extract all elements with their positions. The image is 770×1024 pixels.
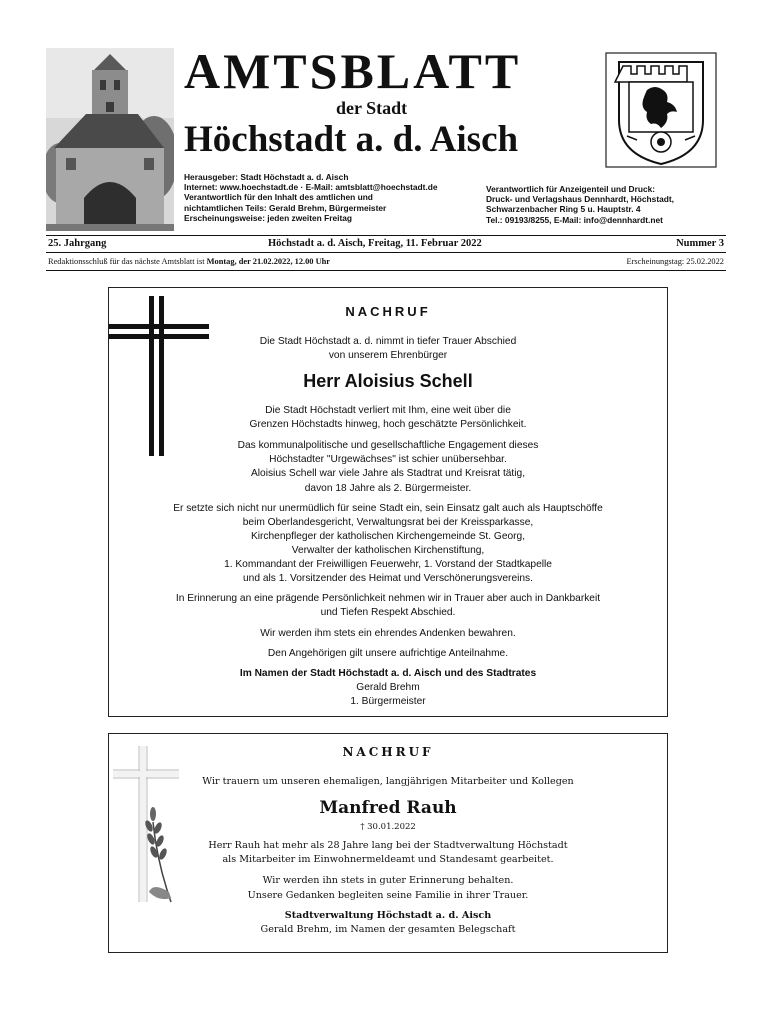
text-line: Verwalter der katholischen Kirchenstiftung, bbox=[291, 545, 485, 556]
deadline-bar bbox=[46, 255, 726, 271]
deceased-name: Herr Aloisius Schell bbox=[303, 371, 473, 391]
masthead bbox=[46, 43, 726, 238]
publisher-info bbox=[184, 172, 438, 223]
volume-label: 25. Jahrgang bbox=[48, 238, 107, 249]
town-name: Höchstadt a. d. Aisch bbox=[184, 119, 519, 160]
text-line: In Erinnerung an eine prägende Persönlichkeit nehmen wir in Trauer aber auch in Dankbarkeit bbox=[175, 593, 601, 604]
obituary-schell bbox=[108, 287, 668, 717]
signature-org: Im Namen der Stadt Höchstadt a. d. Aisch und des Stadtrates bbox=[239, 668, 537, 679]
signature-title: 1. Bürgermeister bbox=[350, 696, 426, 707]
text-line: Den Angehörigen gilt unsere aufrichtige Anteilnahme. bbox=[267, 648, 509, 659]
printer-info bbox=[486, 184, 674, 225]
obituary-heading: NACHRUF bbox=[345, 304, 431, 319]
text-line: Aloisius Schell war viele Jahre als Stadtrat und Kreisrat tätig, bbox=[250, 468, 526, 479]
obituary-rauh bbox=[108, 733, 668, 953]
publisher-line: Internet: www.hoechstadt.de · E-Mail: amtsblatt@hoechstadt.de bbox=[184, 182, 438, 193]
intro-line: Die Stadt Höchstadt a. d. nimmt in tiefer Trauer Abschied bbox=[259, 336, 517, 347]
text-line: und Tiefen Respekt Abschied. bbox=[320, 607, 456, 618]
deadline-date: Montag, der 21.02.2022, 12.00 Uhr bbox=[206, 257, 331, 266]
deadline-prefix: Redaktionsschluß für das nächste Amtsblatt ist bbox=[48, 257, 207, 266]
intro-line: von unserem Ehrenbürger bbox=[328, 350, 448, 361]
signature-org: Stadtverwaltung Höchstadt a. d. Aisch bbox=[284, 910, 492, 921]
death-date: † 30.01.2022 bbox=[360, 822, 416, 832]
text-line: Herr Rauh hat mehr als 28 Jahre lang bei der Stadtverwaltung Höchstadt bbox=[208, 840, 568, 851]
publisher-line: nichtamtlichen Teils: Gerald Brehm, Bürgermeister bbox=[184, 202, 387, 213]
publisher-line: Erscheinungsweise: jeden zweiten Freitag bbox=[184, 212, 353, 223]
text-line: Die Stadt Höchstadt verliert mit Ihm, eine weit über die bbox=[265, 405, 511, 416]
newspaper-title: AMTSBLATT bbox=[184, 43, 522, 99]
text-line: Kirchenpfleger der katholischen Kirchengemeinde St. Georg, bbox=[250, 531, 526, 542]
issue-number: Nummer 3 bbox=[676, 238, 724, 249]
deadline-text bbox=[48, 257, 330, 266]
newspaper-subtitle: der Stadt bbox=[336, 98, 408, 118]
text-line: 1. Kommandant der Freiwilligen Feuerwehr, 1. Vorstand der Stadtkapelle bbox=[224, 559, 552, 570]
intro-line: Wir trauern um unseren ehemaligen, langjährigen Mitarbeiter und Kollegen bbox=[202, 776, 574, 787]
deceased-name: Manfred Rauh bbox=[319, 798, 457, 818]
text-line: Höchstadter "Urgewächses" ist schier unübersehbar. bbox=[269, 454, 507, 465]
text-line: Wir werden ihm stets ein ehrendes Andenken bewahren. bbox=[260, 628, 516, 639]
printer-line: Tel.: 09193/8255, E-Mail: info@dennhardt.net bbox=[486, 214, 663, 225]
printer-line: Schwarzenbacher Ring 5 u. Hauptstr. 4 bbox=[486, 204, 641, 215]
obituary-heading: NACHRUF bbox=[342, 745, 434, 759]
signature-name: Gerald Brehm, im Namen der gesamten Belegschaft bbox=[260, 924, 516, 935]
text-line: als Mitarbeiter im Einwohnermeldeamt und Standesamt gearbeitet. bbox=[222, 854, 554, 865]
coat-of-arms-icon bbox=[601, 50, 721, 170]
signature-name: Gerald Brehm bbox=[356, 682, 420, 693]
printer-line: Druck- und Verlagshaus Dennhardt, Höchstadt, bbox=[486, 194, 675, 205]
text-line: Unsere Gedanken begleiten seine Familie in ihrer Trauer. bbox=[247, 890, 529, 901]
town-gate-photo bbox=[46, 48, 174, 231]
text-line: Er setzte sich nicht nur unermüdlich für seine Stadt ein, sein Einsatz galt auch als Hauptschöffe bbox=[173, 503, 603, 514]
release-date: Erscheinungstag: 25.02.2022 bbox=[626, 257, 724, 266]
publisher-line: Herausgeber: Stadt Höchstadt a. d. Aisch bbox=[184, 172, 349, 182]
text-line: Das kommunalpolitische und gesellschaftliche Engagement dieses bbox=[237, 440, 539, 451]
printer-line: Verantwortlich für Anzeigenteil und Druck: bbox=[486, 184, 656, 194]
text-line: davon 18 Jahre als 2. Bürgermeister. bbox=[304, 483, 472, 494]
publisher-line: Verantwortlich für den Inhalt des amtlichen und bbox=[184, 192, 373, 203]
text-line: beim Oberlandesgericht, Verwaltungsrat bei der Kreissparkasse, bbox=[242, 517, 534, 528]
issue-bar bbox=[46, 235, 726, 253]
text-line: Wir werden ihn stets in guter Erinnerung behalten. bbox=[262, 875, 514, 886]
town-gate-tower-icon bbox=[46, 48, 174, 231]
text-line: Grenzen Höchstadts hinweg, hoch geschätzte Persönlichkeit. bbox=[249, 419, 527, 430]
text-line: und als 1. Vorsitzender des Heimat und Verschönerungsvereins. bbox=[243, 573, 533, 584]
coat-of-arms bbox=[601, 50, 721, 170]
issue-date: Höchstadt a. d. Aisch, Freitag, 11. Februar 2022 bbox=[268, 238, 482, 249]
